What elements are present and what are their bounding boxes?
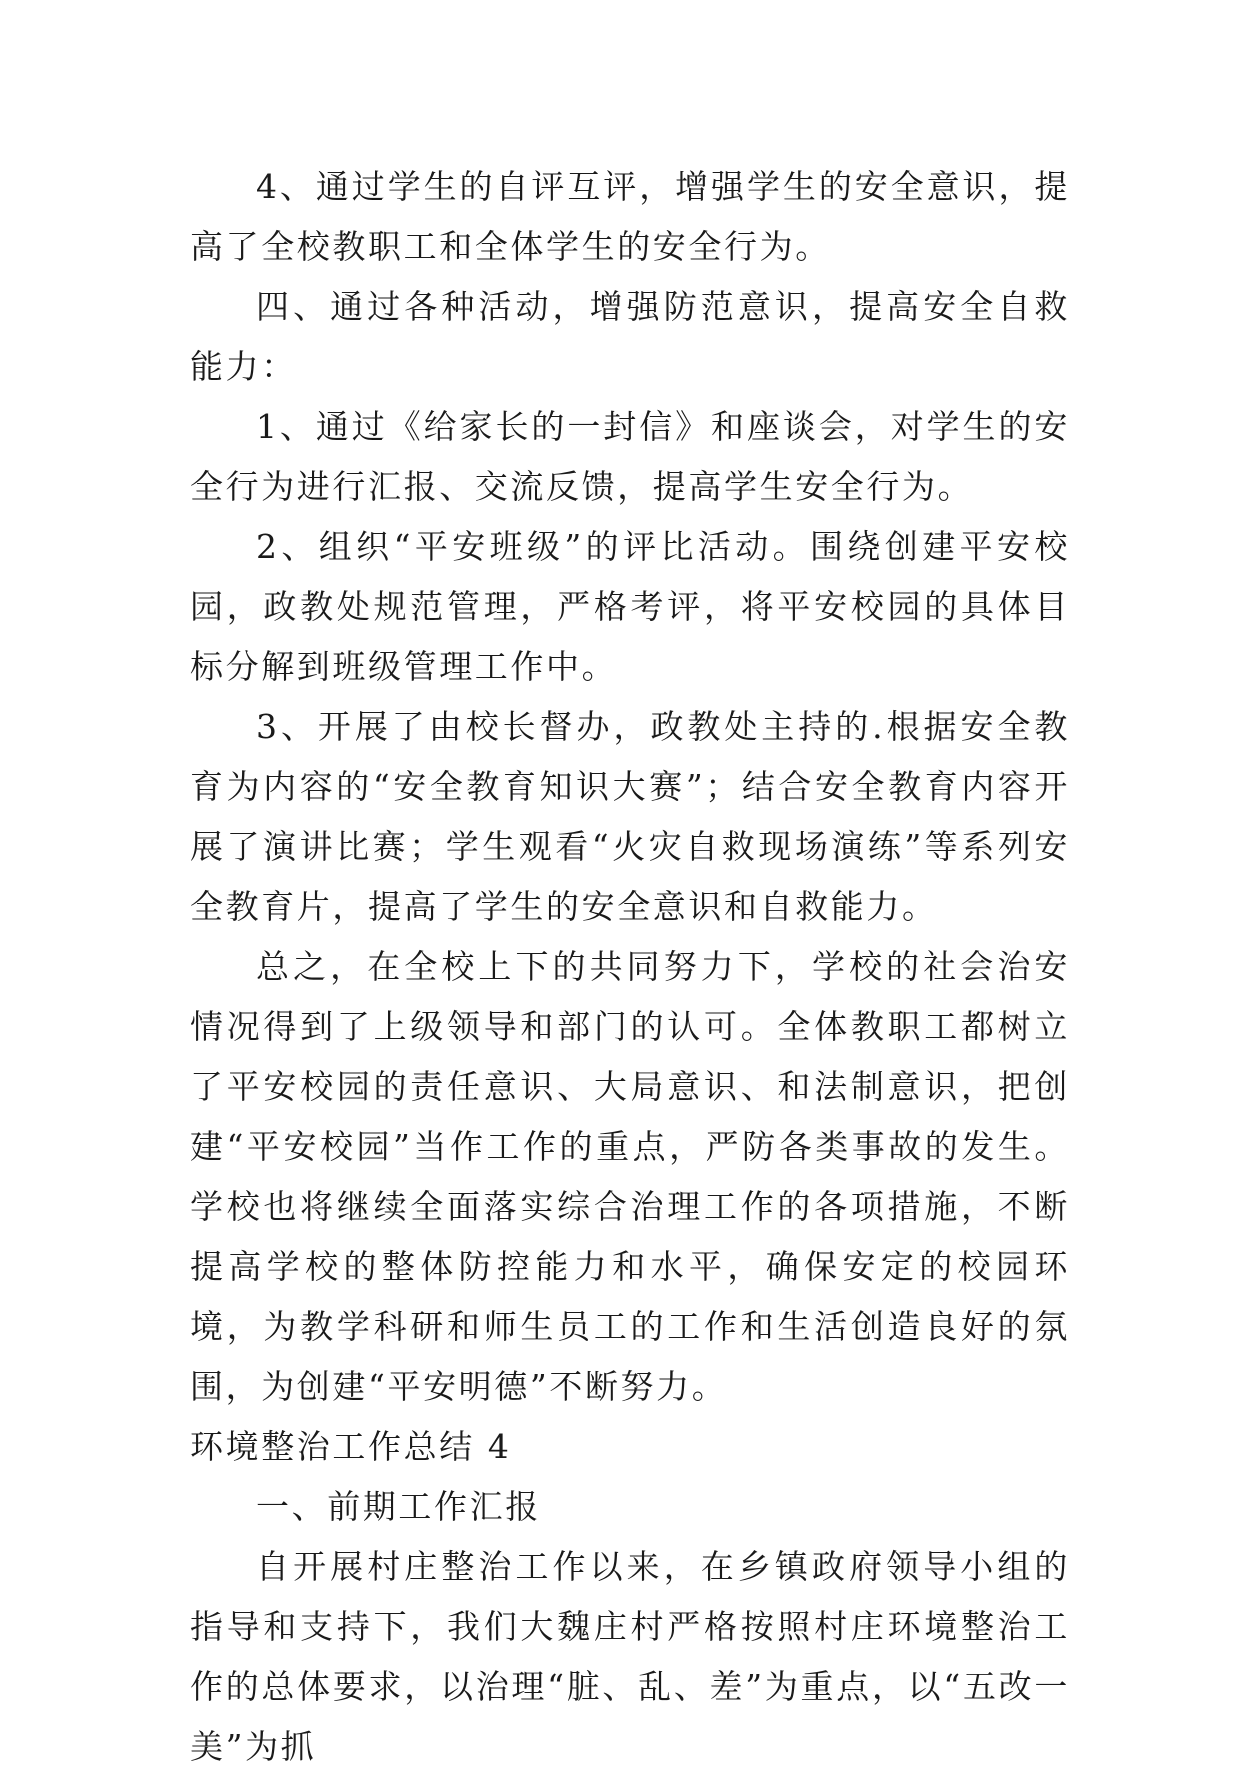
paragraph: 2、组织“平安班级”的评比活动。围绕创建平安校园，政教处规范管理，严格考评，将平安校园的具体目标分解到班级管理工作中。 (190, 527, 1070, 686)
paragraph: 4、通过学生的自评互评，增强学生的安全意识，提高了全校教职工和全体学生的安全行为。 (190, 167, 1070, 266)
paragraph: 1、通过《给家长的一封信》和座谈会，对学生的安全行为进行汇报、交流反馈，提高学生安全行为。 (190, 407, 1070, 506)
section-heading: 一、前期工作汇报 (256, 1487, 541, 1526)
paragraph: 自开展村庄整治工作以来，在乡镇政府领导小组的指导和支持下，我们大魏庄村严格按照村庄环境整治工作的总体要求，以治理“脏、乱、差”为重点，以“五改一美”为抓 (190, 1547, 1070, 1766)
section-heading: 四、通过各种活动，增强防范意识，提高安全自救能力： (190, 287, 1070, 386)
document-body (190, 157, 1070, 1777)
paragraph: 总之，在全校上下的共同努力下，学校的社会治安情况得到了上级领导和部门的认可。全体教职工都树立了平安校园的责任意识、大局意识、和法制意识，把创建“平安校园”当作工作的重点，严防各类事故的发生。学校也将继续全面落实综合治理工作的各项措施，不断提高学校的整体防控能力和水平，确保安定的校园环境，为教学科研和师生员工的工作和生活创造良好的氛围，为创建“平安明德”不断努力。 (190, 947, 1070, 1406)
paragraph: 3、开展了由校长督办，政教处主持的.根据安全教育为内容的“安全教育知识大赛”；结合安全教育内容开展了演讲比赛；学生观看“火灾自救现场演练”等系列安全教育片，提高了学生的安全意识和自救能力。 (190, 707, 1070, 926)
document-title: 环境整治工作总结 4 (190, 1427, 512, 1466)
